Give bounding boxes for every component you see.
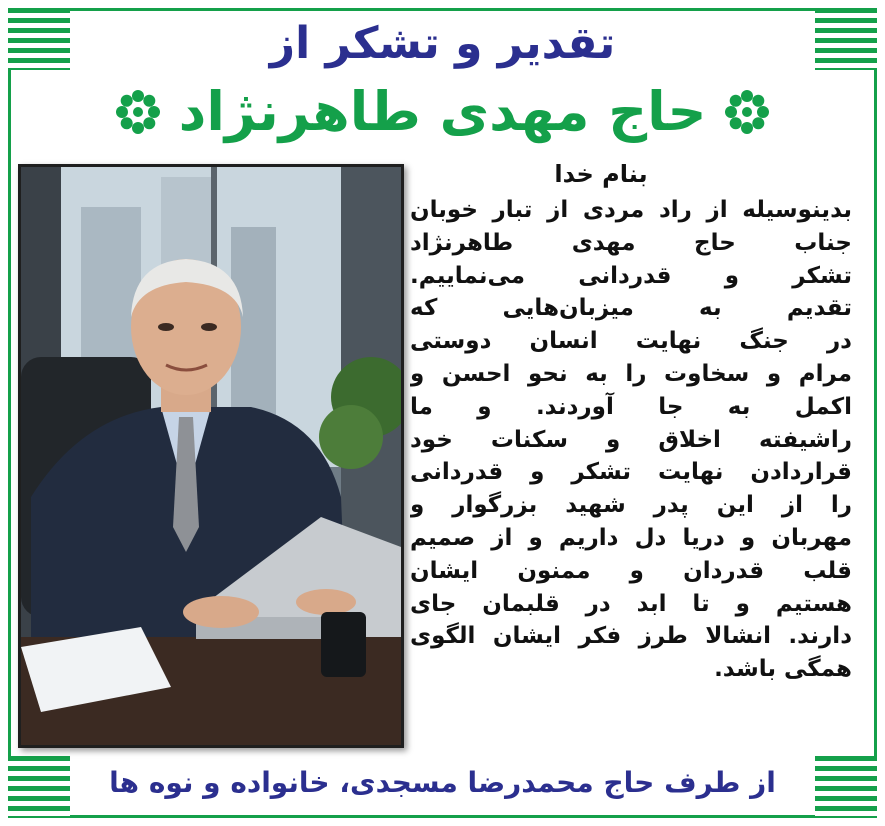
message-body [410, 160, 852, 760]
body-line: راشیفته اخلاق و سکنات خود [410, 426, 852, 453]
body-line: در جنگ نهایت انسان دوستی [410, 328, 852, 355]
flower-ornament-icon [724, 89, 770, 135]
body-line: دارند. انشالا طرز فکر ایشان الگوی [410, 623, 852, 650]
body-line: قراردادن نهایت تشکر و قدردانی [410, 459, 852, 486]
body-line: هستیم و تا ابد در قلبمان جای [410, 590, 852, 617]
body-line: تقدیم به میزبان‌هایی که [410, 295, 852, 322]
body-line: جناب حاج مهدی طاهرنژاد [410, 229, 852, 256]
body-line: اکمل به جا آوردند. و ما [410, 393, 852, 420]
title-line-1: تقدیر و تشکر از [269, 18, 616, 69]
title-line-2-row [0, 80, 885, 143]
body-line: مهربان و دریا دل داریم و از صمیم [410, 524, 852, 551]
body-line: بدینوسیله از راد مردی از تبار خوبان [410, 197, 852, 223]
body-line: تشکر و قدردانی می‌نماییم. [410, 262, 852, 289]
body-line: قلب قدردان و ممنون ایشان [410, 557, 852, 584]
honoree-name: حاج مهدی طاهرنژاد [178, 80, 707, 143]
signature-footer: از طرف حاج محمدرضا مسجدی، خانواده و نوه ها [109, 766, 776, 799]
portrait-photo [18, 164, 404, 748]
body-line: را از این پدر شهید بزرگوار و [410, 492, 852, 519]
body-line: مرام و سخاوت را به نحو احسن و [410, 360, 852, 387]
body-line: همگی باشد. [714, 656, 852, 683]
bismillah-heading: بنام خدا [554, 160, 648, 188]
flower-ornament-icon [115, 89, 161, 135]
